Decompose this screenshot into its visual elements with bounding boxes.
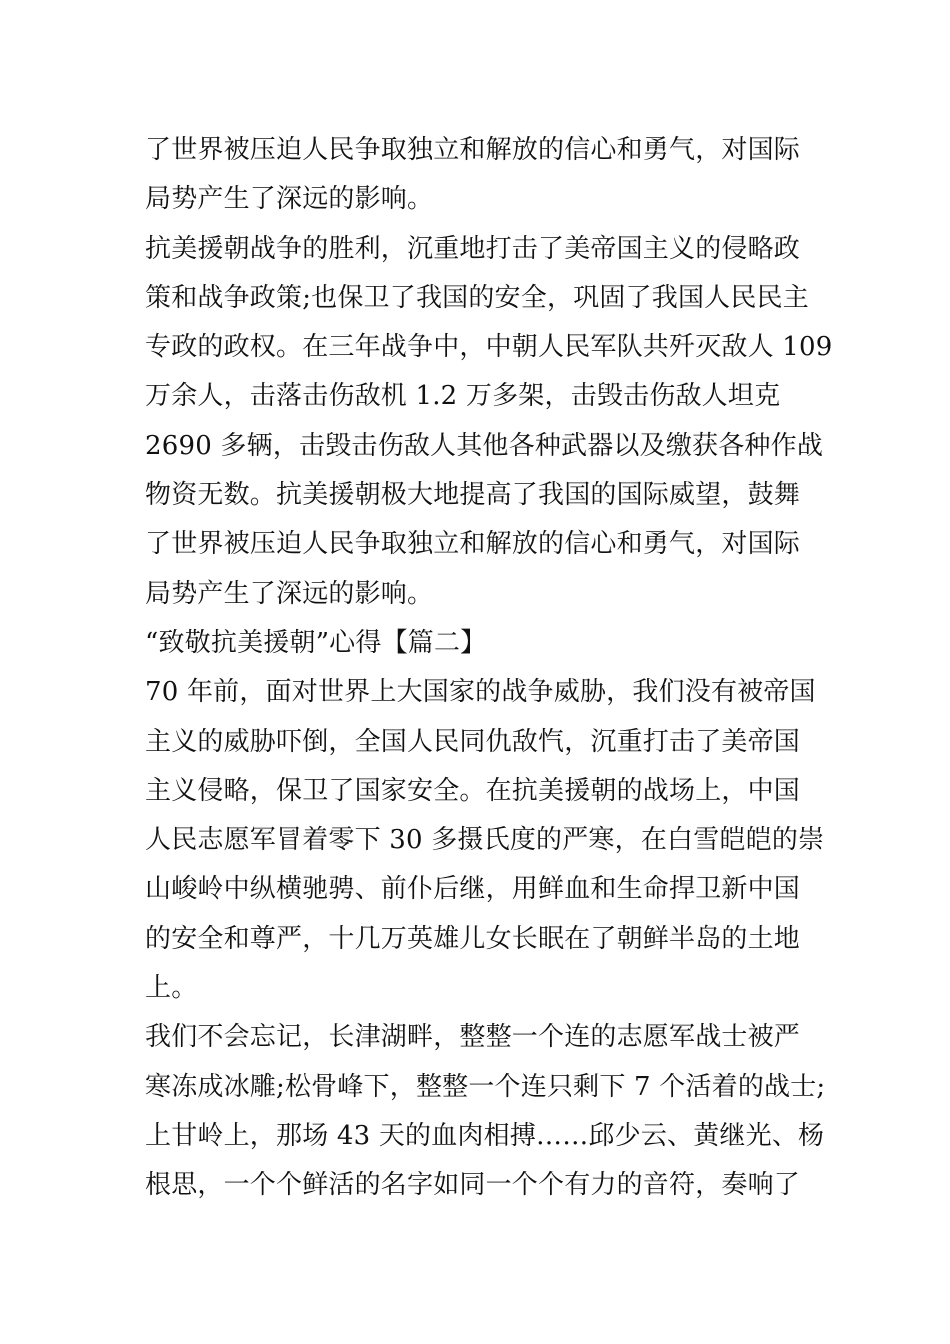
text-line: 万余人，击落击伤敌机 1.2 万多架，击毁击伤敌人坦克 bbox=[145, 381, 781, 412]
text-line: 主义的威胁吓倒，全国人民同仇敌忾，沉重打击了美帝国 bbox=[145, 726, 801, 757]
text-line: 山峻岭中纵横驰骋、前仆后继，用鲜血和生命捍卫新中国 bbox=[145, 874, 801, 905]
text-line: 2690 多辆，击毁击伤敌人其他各种武器以及缴获各种作战 bbox=[145, 430, 824, 461]
text-line: 策和战争政策;也保卫了我国的安全，巩固了我国人民民主 bbox=[145, 282, 809, 313]
text-line: 70 年前，面对世界上大国家的战争威胁，我们没有被帝国 bbox=[145, 677, 816, 708]
text-line: 物资无数。抗美援朝极大地提高了我国的国际威望，鼓舞 bbox=[145, 480, 801, 511]
text-line: 专政的政权。在三年战争中，中朝人民军队共歼灭敌人 109 bbox=[145, 332, 833, 363]
text-line: 上。 bbox=[145, 973, 198, 1004]
text-line: 抗美援朝战争的胜利，沉重地打击了美帝国主义的侵略政 bbox=[145, 233, 801, 264]
text-line: 寒冻成冰雕;松骨峰下，整整一个连只剩下 7 个活着的战士; bbox=[145, 1071, 826, 1102]
text-line: 局势产生了深远的影响。 bbox=[145, 578, 434, 609]
text-line: 局势产生了深远的影响。 bbox=[145, 184, 434, 215]
section-heading: “致敬抗美援朝”心得【篇二】 bbox=[145, 627, 487, 658]
text-line: 人民志愿军冒着零下 30 多摄氏度的严寒，在白雪皑皑的崇 bbox=[145, 825, 825, 856]
text-line: 了世界被压迫人民争取独立和解放的信心和勇气，对国际 bbox=[145, 135, 801, 165]
document-body bbox=[145, 126, 833, 1211]
text-line: 的安全和尊严，十几万英雄儿女长眠在了朝鲜半岛的土地 bbox=[145, 923, 801, 954]
text-line: 了世界被压迫人民争取独立和解放的信心和勇气，对国际 bbox=[145, 529, 801, 560]
text-line: 主义侵略，保卫了国家安全。在抗美援朝的战场上，中国 bbox=[145, 775, 801, 806]
text-line: 根思，一个个鲜活的名字如同一个个有力的音符，奏响了 bbox=[145, 1170, 801, 1201]
text-line: 上甘岭上，那场 43 天的血肉相搏……邱少云、黄继光、杨 bbox=[145, 1120, 825, 1151]
text-line: 我们不会忘记，长津湖畔，整整一个连的志愿军战士被严 bbox=[145, 1022, 801, 1053]
